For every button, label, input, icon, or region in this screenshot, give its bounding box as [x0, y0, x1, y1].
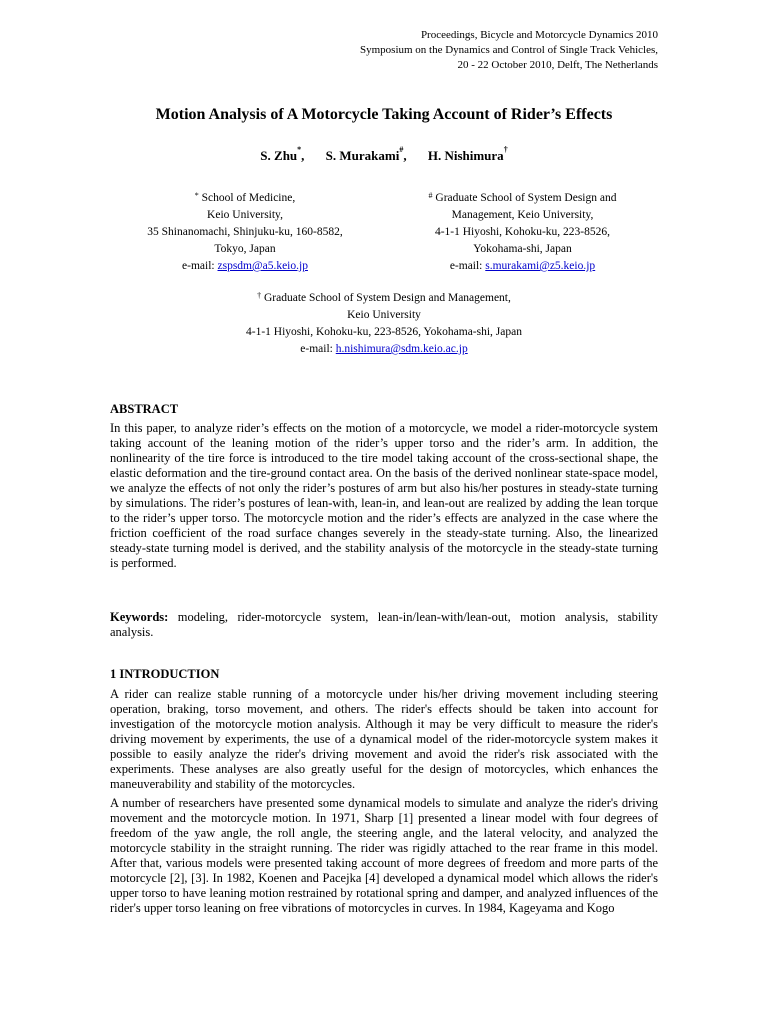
abstract-text: In this paper, to analyze rider’s effects on the motion of a motorcycle, we model a rider-motorcycle system taking account of the leaning motion of the rider’s upper torso and the rider’s arm. In addition, the nonlinearity of the tire force is introduced to the tire model taking account of the cross-sectional shape, the elastic deformation and the tire-ground contact area. On the basis of the derived nonlinear state-space model, we analyze the effects of not only the rider’s postures of arm but also his/her postures in steady-state turning by simulations. The rider’s postures of lean-with, lean-in, and lean-out are realized by adding the lean torque to the rider’s upper torso. The motorcycle motion and the rider’s effects are analyzed in the case where the friction coefficient of the road surface changes severely in the steady-state turning. Also, the linearized steady-state turning model is derived, and the stability analysis of the motorcycle in the steady-state turning is performed.: [110, 421, 658, 570]
email-link-murakami[interactable]: s.murakami@z5.keio.jp: [485, 260, 596, 272]
affiliation-left: * School of Medicine, Keio University, 35 Shinanomachi, Shinjuku-ku, 160-8582, Tokyo, Japan e-mail: zspsdm@a5.keio.jp: [147, 191, 343, 272]
author-2: S. Murakami#,: [325, 145, 407, 163]
header-line-3: 20 - 22 October 2010, Delft, The Netherlands: [457, 59, 658, 71]
header-line-1: Proceedings, Bicycle and Motorcycle Dynamics 2010: [420, 29, 658, 41]
affiliation-right: # Graduate School of System Design and Management, Keio University, 4-1-1 Hiyoshi, Kohoku-ku, 223-8526, Yokohama-shi, Japan e-mail: s.murakami@z5.keio.jp: [428, 191, 617, 272]
affiliation-center: † Graduate School of System Design and Management, Keio University 4-1-1 Hiyoshi, Kohoku-ku, 223-8526, Yokohama-shi, Japan e-mail: h.nishimura@sdm.keio.ac.jp: [246, 291, 522, 355]
keywords-label: Keywords:: [110, 610, 169, 624]
introduction-paragraph-2: A number of researchers have presented some dynamical models to simulate and analyze the rider's driving movement and the motorcycle motion. In 1971, Sharp [1] presented a linear model with four degrees of freedom of the yaw angle, the roll angle, the steering angle, and the lateral velocity, and analyzed the motorcycle stability in the straight running. The rider was rigidly attached to the rear frame in this model. After that, various models were presented taking account of more degrees of freedom and more parts of the motorcycle [2], [3]. In 1982, Koenen and Pacejka [4] developed a dynamical model which allows the rider's upper torso to have leaning motion restrained by rotational spring and damper, and analyzed influences of the rider's upper torso leaning on free vibrations of motorcycles in curves. In 1984, Kageyama and Kogo: [110, 796, 658, 915]
proceedings-header: [360, 28, 658, 73]
introduction-paragraph-1: A rider can realize stable running of a motorcycle under his/her driving movement including steering operation, braking, torso movement, and others. The rider's effects should be taken into account for investigation of the motorcycle motion analysis. Although it may be very difficult to measure the rider's driving movement by experiments, the use of a dynamical model of the rider-motorcycle system makes it possible to easily analyze the rider's driving movement and avoid the rider's risk associated with the experiments. These analyses are also greatly useful for the design of motorcycles, which enhances the maneuverability and stability of the motorcycles.: [110, 687, 658, 791]
keywords-text: modeling, rider-motorcycle system, lean-in/lean-with/lean-out, motion analysis, stability analysis.: [110, 610, 658, 639]
header-line-2: Symposium on the Dynamics and Control of Single Track Vehicles,: [359, 44, 658, 56]
introduction-heading: 1 INTRODUCTION: [110, 667, 220, 681]
abstract-heading: ABSTRACT: [110, 402, 179, 416]
paper-title: Motion Analysis of A Motorcycle Taking Account of Rider’s Effects: [155, 106, 613, 123]
keywords: [110, 610, 658, 640]
author-3: H. Nishimura†: [427, 145, 508, 163]
author-list: [0, 145, 768, 164]
email-link-zhu[interactable]: zspsdm@a5.keio.jp: [217, 260, 308, 272]
email-link-nishimura[interactable]: h.nishimura@sdm.keio.ac.jp: [335, 343, 468, 355]
author-1: S. Zhu*,: [260, 145, 305, 163]
